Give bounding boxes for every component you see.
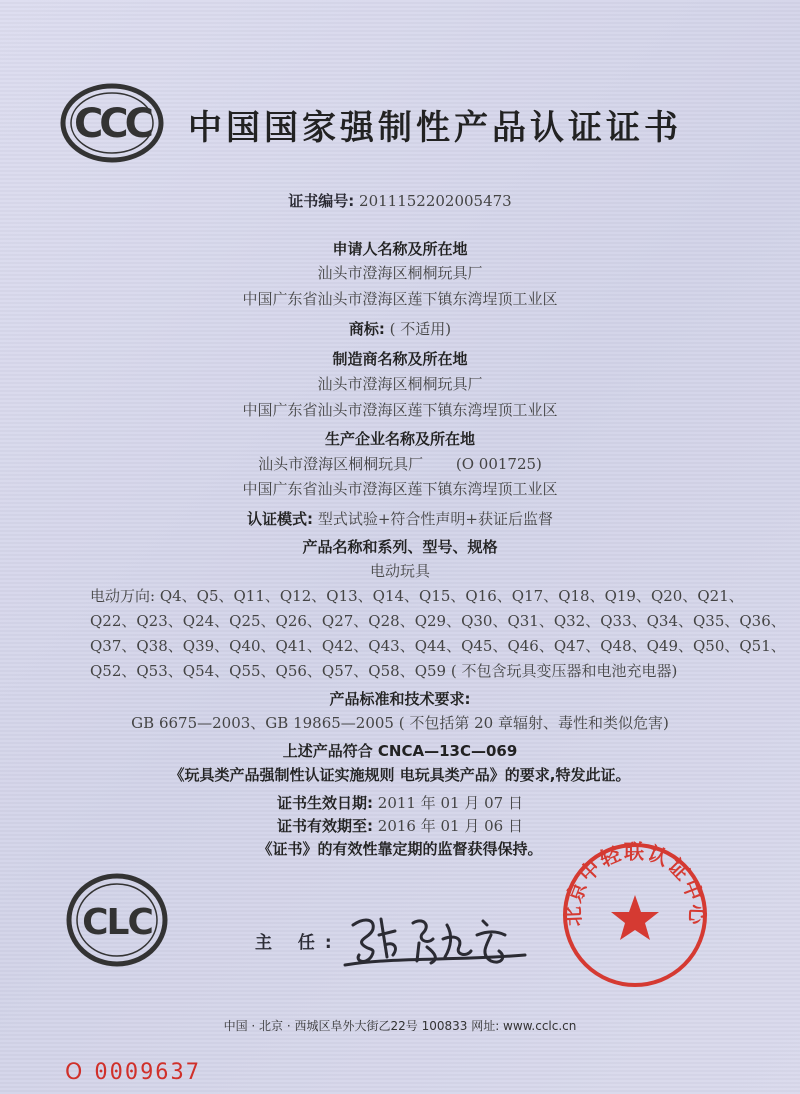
seal-text: 北京中轻联认证中心 bbox=[560, 840, 710, 927]
director-label: 主 任: bbox=[255, 933, 342, 953]
manufacturer-name: 汕头市澄海区桐桐玩具厂 bbox=[317, 375, 483, 393]
issue-date-value: 2011 年 01 月 07 日 bbox=[377, 794, 523, 812]
factory-heading: 生产企业名称及所在地 bbox=[324, 430, 475, 448]
conformity-line-1: 上述产品符合 CNCA—13C—069 bbox=[282, 742, 518, 760]
certificate-number-label: 证书编号: bbox=[288, 192, 355, 210]
serial-number bbox=[65, 1060, 201, 1085]
product-name: 电动玩具 bbox=[369, 562, 430, 580]
manufacturer-address: 中国广东省汕头市澄海区莲下镇东湾埕顶工业区 bbox=[242, 401, 558, 419]
product-models-line-1: 电动万向: Q4、Q5、Q11、Q12、Q13、Q14、Q15、Q16、Q17、Q18、Q19、Q20、Q21、 bbox=[90, 587, 744, 605]
factory-name: 汕头市澄海区桐桐玩具厂 bbox=[258, 455, 424, 473]
trademark-value: ( 不适用) bbox=[389, 320, 452, 338]
applicant-name: 汕头市澄海区桐桐玩具厂 bbox=[317, 264, 483, 282]
applicant-heading: 申请人名称及所在地 bbox=[332, 240, 468, 258]
trademark-row bbox=[0, 318, 800, 339]
clc-logo-icon bbox=[62, 870, 172, 970]
product-models-line-2: Q22、Q23、Q24、Q25、Q26、Q27、Q28、Q29、Q30、Q31、Q32、Q33、Q34、Q35、Q36、 bbox=[90, 612, 786, 630]
ccc-logo-text: CCC bbox=[73, 101, 151, 147]
factory-code: (O 001725) bbox=[455, 455, 542, 473]
certificate-number-row bbox=[0, 190, 800, 211]
certification-mode-row bbox=[0, 508, 800, 529]
factory-name-row bbox=[0, 453, 800, 474]
product-heading: 产品名称和系列、型号、规格 bbox=[302, 538, 498, 556]
serial-value: 0009637 bbox=[94, 1060, 202, 1085]
conformity-line-2: 《玩具类产品强制性认证实施规则 电玩具类产品》的要求,特发此证。 bbox=[169, 766, 631, 784]
validity-note: 《证书》的有效性靠定期的监督获得保持。 bbox=[257, 840, 543, 858]
expiry-date-value: 2016 年 01 月 06 日 bbox=[377, 817, 523, 835]
expiry-date-label: 证书有效期至: bbox=[277, 817, 373, 835]
manufacturer-heading: 制造商名称及所在地 bbox=[332, 350, 468, 368]
product-models-line-4: Q52、Q53、Q54、Q55、Q56、Q57、Q58、Q59 ( 不包含玩具变压器和电池充电器) bbox=[90, 662, 678, 680]
issue-date-row bbox=[0, 792, 800, 813]
product-models-line-3: Q37、Q38、Q39、Q40、Q41、Q42、Q43、Q44、Q45、Q46、Q47、Q48、Q49、Q50、Q51、 bbox=[90, 637, 786, 655]
issue-date-label: 证书生效日期: bbox=[277, 794, 373, 812]
certificate-number-value: 2011152202005473 bbox=[359, 192, 512, 210]
clc-logo-text: CLC bbox=[82, 902, 152, 943]
certification-seal-icon bbox=[560, 840, 710, 990]
factory-address: 中国广东省汕头市澄海区莲下镇东湾埕顶工业区 bbox=[242, 480, 558, 498]
expiry-date-row bbox=[0, 815, 800, 836]
applicant-address: 中国广东省汕头市澄海区莲下镇东湾埕顶工业区 bbox=[242, 290, 558, 308]
certification-mode-label: 认证模式: bbox=[247, 510, 314, 528]
footer-address: 中国 · 北京 · 西城区阜外大街乙22号 100833 网址: www.cclc.cn bbox=[223, 1019, 577, 1033]
trademark-label: 商标: bbox=[348, 320, 385, 338]
standards-heading: 产品标准和技术要求: bbox=[329, 690, 471, 708]
certification-mode-value: 型式试验+符合性声明+获证后监督 bbox=[317, 510, 553, 528]
signature-icon bbox=[335, 895, 535, 975]
serial-prefix: O bbox=[65, 1060, 85, 1085]
standards-value: GB 6675—2003、GB 19865—2005 ( 不包括第 20 章辐射、毒性和类似危害) bbox=[131, 714, 669, 732]
certificate-title: 中国国家强制性产品认证证书 bbox=[188, 108, 682, 148]
ccc-logo-icon bbox=[60, 82, 164, 164]
